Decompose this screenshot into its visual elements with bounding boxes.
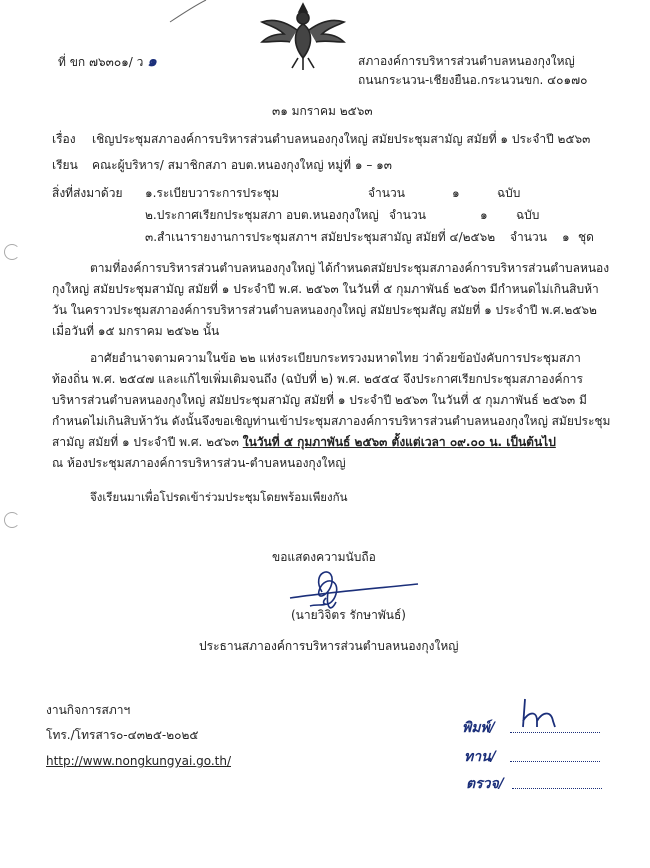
org-name: สภาองค์การบริหารส่วนตำบลหนองกุงใหญ่: [358, 54, 575, 68]
stamp-check-label: ทาน/: [464, 749, 496, 765]
enclosure-unit: ฉบับ: [516, 208, 540, 222]
meeting-datetime-emphasis: ในวันที่ ๕ กุมภาพันธ์ ๒๕๖๓ ตั้งแต่เวลา ๐๙.๐๐ น. เป็นต้นไป: [242, 435, 556, 449]
salutation-label: เรียน: [52, 158, 78, 172]
paragraph-2: [52, 348, 612, 474]
enclosure-unit: ชุด: [578, 230, 594, 244]
enclosure-item: ๓.สำเนารายงานการประชุมสภาฯ สมัยประชุมสามัญ สมัยที่ ๔/๒๕๖๒: [145, 230, 496, 244]
paragraph-line: เมื่อวันที่ ๑๕ มกราคม ๒๕๖๒ นั้น: [52, 324, 220, 338]
paragraph-line: ณ ห้องประชุมสภาองค์การบริหารส่วน-ตำบลหนองกุงใหญ่: [52, 456, 346, 470]
paragraph-line: กุงใหญ่ สมัยประชุมสามัญ สมัยที่ ๑ ประจำปี พ.ศ. ๒๕๖๓ ในวันที่ ๕ กุมภาพันธ์ ๒๕๖๓ มีกำหนดไม่เกินสิบห้า: [52, 282, 599, 296]
enclosure-item: ๒.ประกาศเรียกประชุมสภา อบต.หนองกุงใหญ่: [145, 208, 379, 222]
enclosure-item: ๑.ระเบียบวาระการประชุม: [145, 186, 280, 200]
pen-mark: [168, 0, 208, 24]
footer-phone: โทร./โทรสาร๐-๔๓๒๕-๒๐๒๕: [46, 728, 199, 742]
paragraph-line-prefix: สามัญ สมัยที่ ๑ ประจำปี พ.ศ. ๒๕๖๓: [52, 435, 243, 449]
enclosure-qty: ๑: [480, 208, 488, 222]
garuda-emblem: [258, 0, 348, 72]
paragraph-1: [52, 258, 612, 342]
enclosure-qty: ๑: [562, 230, 570, 244]
paragraph-line: วัน ในคราวประชุมสภาองค์การบริหารส่วนตำบลหนองกุงใหญ่ สมัยประชุมสัญ สมัยที่ ๑ ประจำปี พ.ศ.๒๕๖๒: [52, 303, 597, 317]
org-address: ถนนกระนวน-เชียงยืนอ.กระนวนขก. ๔๐๑๗๐: [358, 73, 588, 87]
footer-website-wrap: [46, 753, 231, 769]
enclosure-qty-label: จำนวน: [389, 208, 426, 222]
signer-position: ประธานสภาองค์การบริหารส่วนตำบลหนองกุงใหญ่: [199, 639, 459, 653]
closing-request: จึงเรียนมาเพื่อโปรดเข้าร่วมประชุมโดยพร้อมเพียงกัน: [90, 490, 348, 504]
letter-date: ๓๑ มกราคม ๒๕๖๓: [272, 104, 373, 118]
punch-hole: [4, 512, 20, 528]
initials-mark: [515, 697, 565, 733]
enclosure-qty-label: จำนวน: [368, 186, 405, 200]
paragraph-line: กำหนดไม่เกินสิบห้าวัน ดังนั้นจึงขอเชิญท่านเข้าประชุมสภาองค์การบริหารส่วนตำบลหนองกุงใหญ่ สมัยประชุม: [52, 414, 611, 428]
subject-label: เรื่อง: [52, 132, 76, 146]
footer-website-link[interactable]: http://www.nongkungyai.go.th/: [46, 754, 232, 768]
signer-name: (นายวิจิตร รักษาพันธ์): [291, 608, 406, 622]
enclosures-label: สิ่งที่ส่งมาด้วย: [52, 186, 123, 200]
punch-hole: [4, 244, 20, 260]
closing-salutation: ขอแสดงความนับถือ: [272, 550, 376, 564]
enclosure-qty-label: จำนวน: [510, 230, 547, 244]
paragraph-line: ท้องถิ่น พ.ศ. ๒๕๔๗ และแก้ไขเพิ่มเติมจนถึง (ฉบับที่ ๒) พ.ศ. ๒๕๕๔ จึงประกาศเรียกประชุมสภาองค์การ: [52, 372, 583, 386]
subject-text: เชิญประชุมสภาองค์การบริหารส่วนตำบลหนองกุงใหญ่ สมัยประชุมสามัญ สมัยที่ ๑ ประจำปี ๒๕๖๓: [92, 132, 591, 146]
paragraph-line: อาศัยอำนาจตามความในข้อ ๒๒ แห่งระเบียบกระทรวงมหาดไทย ว่าด้วยข้อบังคับการประชุมสภา: [90, 351, 581, 365]
stamp-check-line: [510, 761, 600, 762]
enclosure-qty: ๑: [452, 186, 460, 200]
stamp-verify-line: [512, 788, 602, 789]
paragraph-line: บริหารส่วนตำบลหนองกุงใหญ่ สมัยประชุมสามัญ สมัยที่ ๑ ประจำปี ๒๕๖๓ ในวันที่ ๕ กุมภาพันธ์ ๒๕๖๓ มี: [52, 393, 587, 407]
stamp-verify-label: ตรวจ/: [466, 776, 504, 792]
paragraph-line: ตามที่องค์การบริหารส่วนตำบลหนองกุงใหญ่ ได้กำหนดสมัยประชุมสภาองค์การบริหารส่วนตำบลหนอง: [90, 261, 610, 275]
enclosure-unit: ฉบับ: [497, 186, 521, 200]
footer-department: งานกิจการสภาฯ: [46, 703, 131, 717]
stamp-print-label: พิมพ์/: [462, 720, 495, 736]
reference-number-handwritten: ๑: [147, 52, 157, 70]
reference-number: ที่ ขก ๗๖๓๐๑/ ว: [58, 55, 144, 69]
salutation-text: คณะผู้บริหาร/ สมาชิกสภา อบต.หนองกุงใหญ่ หมู่ที่ ๑ – ๑๓: [92, 158, 392, 172]
paragraph-line: [52, 432, 612, 453]
